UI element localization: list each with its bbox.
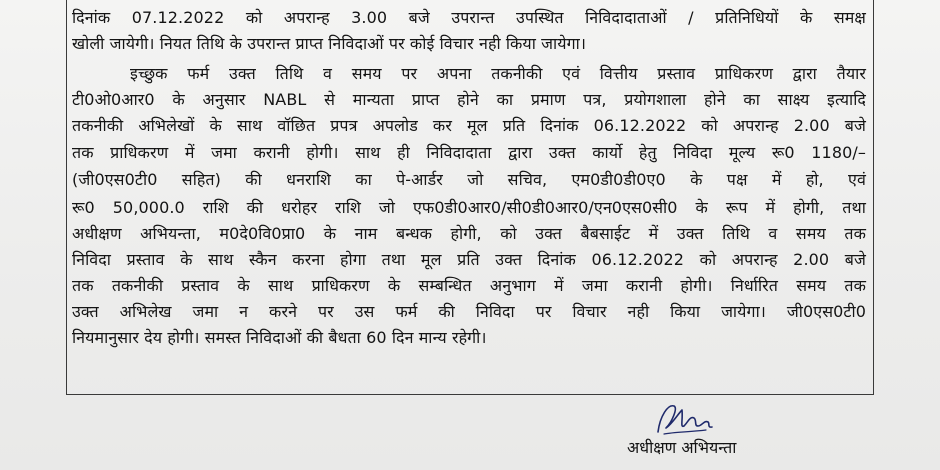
- notice-line-9: अधीक्षण अभियन्ता, म0दे0वि0प्रा0 के नाम बन्धक होगी, को उक्त बैबसाईट में उक्त तिथि व समय तक: [72, 224, 866, 243]
- notice-line-7: (जी0एस0टी0 सहित) की धनराशि का पे-आर्डर जो सचिव, एम0डी0डी0ए0 के पक्ष में हो, एवं: [72, 170, 866, 189]
- notice-line-10: निविदा प्रस्ताव के साथ स्कैन करना होगा तथा मूल प्रति उक्त दिनांक 06.12.2022 को अपरान्ह 2.00 बजे: [72, 250, 866, 269]
- notice-line-5: तकनीकी अभिलेखों के साथ वॉछित प्रपत्र अपलोड कर मूल प्रति दिनांक 06.12.2022 को अपरान्ह 2.00 बजे: [72, 116, 866, 135]
- notice-line-8: रू0 50,000.0 राशि की धरोहर राशि जो एफ0डी0आर0/सी0डी0आर0/एन0एस0सी0 के रूप में होगी, तथा: [72, 198, 866, 217]
- signature-image: [650, 398, 720, 442]
- notice-line-3: इच्छुक फर्म उक्त तिथि व समय पर अपना तकनीकी एवं वित्तीय प्रस्ताव प्राधिकरण द्वारा तैयार: [130, 64, 866, 83]
- notice-line-13: नियमानुसार देय होगी। समस्त निविदाओं की बैधता 60 दिन मान्य रहेगी।: [72, 328, 487, 347]
- notice-line-6: तक प्राधिकरण में जमा करानी होगी। साथ ही निविदादाता द्वारा उक्त कार्यो हेतु निविदा मूल्य रू0 1180/–: [72, 143, 866, 162]
- notice-line-11: तक तकनीकी प्रस्ताव के साथ प्राधिकरण के सम्बन्धित अनुभाग में जमा करानी होगी। निर्धारित समय तक: [72, 276, 866, 295]
- notice-line-4: टी0ओ0आर0 के अनुसार NABL से मान्यता प्राप्त होने का प्रमाण पत्र, प्रयोगशाला होने का साक्ष्य इत्यादि: [72, 90, 866, 109]
- notice-line-1: दिनांक 07.12.2022 को अपरान्ह 3.00 बजे उपरान्त उपस्थित निविदादाताओं / प्रतिनिधियों के समक्ष: [72, 8, 866, 27]
- notice-line-12: उक्त अभिलेख जमा न करने पर उस फर्म की निविदा पर विचार नही किया जायेगा। जी0एस0टी0: [72, 302, 866, 321]
- notice-line-2: खोली जायेगी। नियत तिथि के उपरान्त प्राप्त निविदाओं पर कोई विचार नही किया जायेगा।: [72, 34, 587, 53]
- signatory-title: अधीक्षण अभियन्ता: [627, 438, 737, 457]
